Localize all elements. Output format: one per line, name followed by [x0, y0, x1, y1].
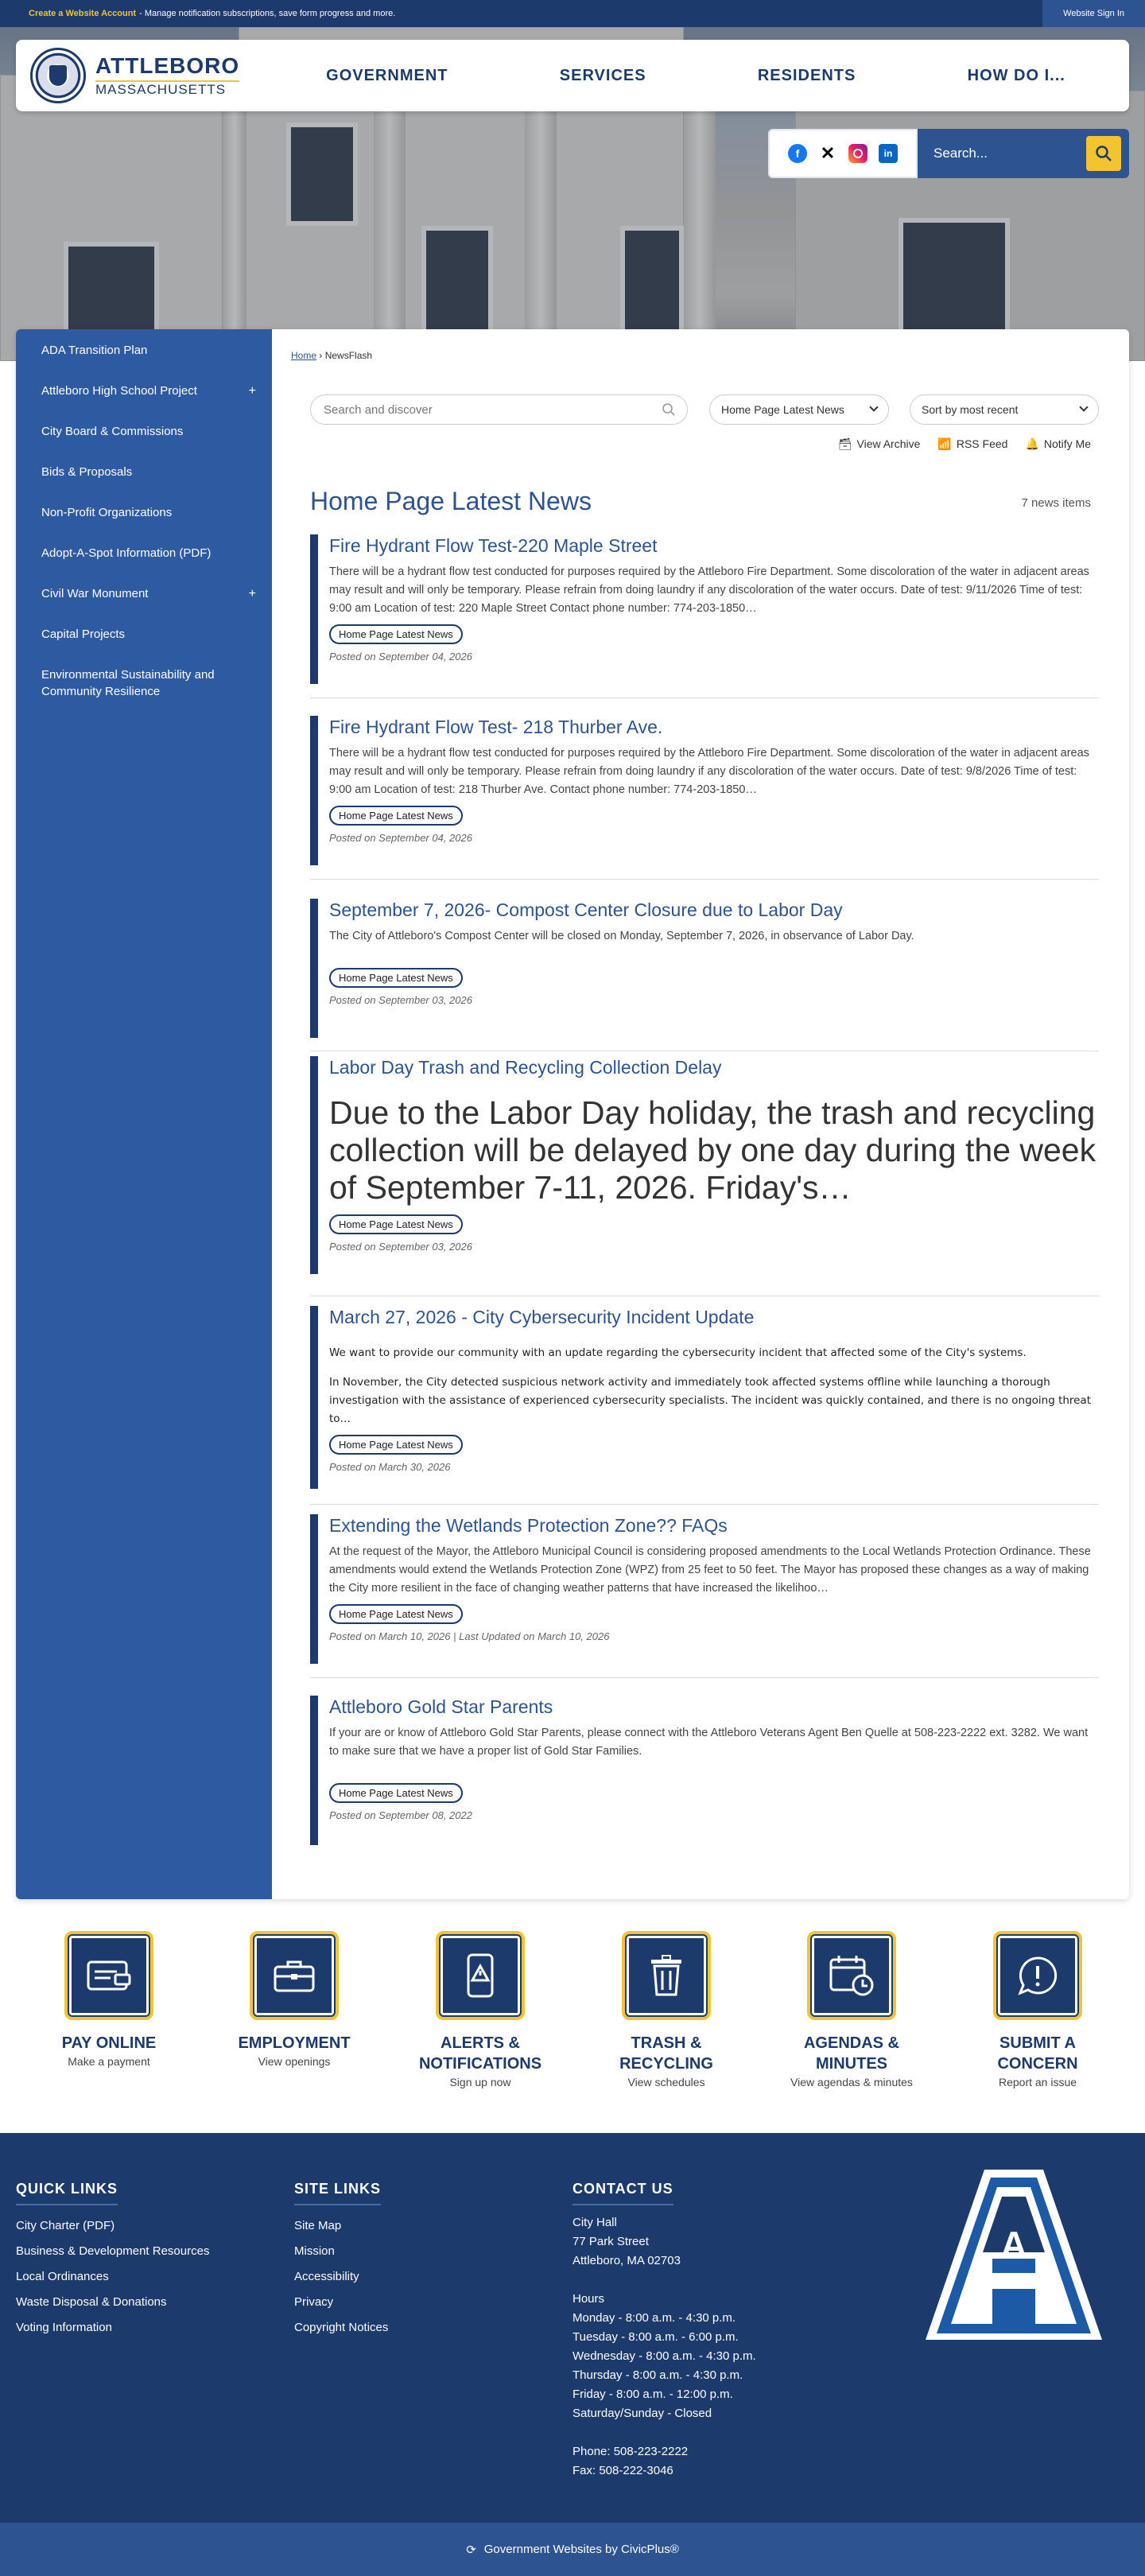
chevron-down-icon	[1079, 402, 1088, 411]
news-item	[310, 1696, 1099, 1863]
quick-link-subtitle: View openings	[258, 2055, 331, 2068]
website-sign-in-link[interactable]: Website Sign In	[1042, 0, 1145, 27]
chevron-down-icon	[869, 402, 878, 411]
news-search-input[interactable]: Search and discover	[310, 394, 688, 425]
category-tag[interactable]: Home Page Latest News	[329, 624, 463, 644]
speech-exclamation-icon	[1015, 1953, 1060, 1998]
top-bar	[0, 0, 1145, 27]
notify-me-link[interactable]: 🔔 Notify Me	[1025, 437, 1091, 450]
search-button[interactable]	[1086, 136, 1121, 171]
site-header	[16, 40, 1129, 111]
quick-link-title: AGENDAS & MINUTES	[803, 2034, 899, 2073]
posted-date: Posted on September 04, 2026	[329, 832, 472, 844]
news-title-link[interactable]: Fire Hydrant Flow Test-220 Maple Street	[329, 535, 658, 556]
sidebar-item-city-board[interactable]: City Board & Commissions	[41, 425, 184, 438]
news-item	[310, 1514, 1099, 1678]
quick-link-title: EMPLOYMENT	[238, 2034, 351, 2052]
logo-state-name: MASSACHUSETTS	[95, 80, 239, 98]
search-icon	[662, 402, 676, 417]
footer-quick-links	[16, 2181, 270, 2341]
sidebar-item-civil-war-monument[interactable]: Civil War Monument +	[41, 587, 256, 600]
footer-link-privacy[interactable]: Privacy	[294, 2295, 334, 2309]
quick-link-title: TRASH & RECYCLING	[619, 2034, 713, 2073]
news-summary: There will be a hydrant flow test conducted for purposes required by the Attleboro Fire Department. Some discoloration of the water in adjacent areas may result and will only be temporary. Please refrain from doing laundry if any discoloration of the water occurs. Date of test: 9/11/2026 Time of test: 9:00 am Location of test: 220 Maple Street Contact phone number: 774-203-1850…	[329, 565, 1089, 615]
trash-icon	[646, 1952, 686, 1999]
main-nav	[270, 67, 1129, 85]
view-archive-link[interactable]: 🗃 View Archive	[837, 437, 921, 450]
quick-link-title: ALERTS & NOTIFICATIONS	[418, 2034, 542, 2073]
calendar-clock-icon	[828, 1953, 875, 1998]
news-count: 7 news items	[1021, 496, 1091, 510]
category-tag[interactable]: Home Page Latest News	[329, 968, 463, 988]
rss-feed-link[interactable]: 📶 RSS Feed	[937, 437, 1008, 450]
posted-date: Posted on March 30, 2026	[329, 1461, 451, 1473]
nav-government[interactable]: GOVERNMENT	[326, 66, 448, 84]
sidebar	[16, 329, 272, 1899]
footer-link-mission[interactable]: Mission	[294, 2244, 335, 2258]
quick-link-subtitle: Sign up now	[449, 2076, 511, 2088]
news-title-link[interactable]: Extending the Wetlands Protection Zone?? FAQs	[329, 1515, 728, 1536]
news-filters	[310, 394, 1099, 425]
site-search-input[interactable]: Search...	[933, 146, 988, 161]
quick-link-subtitle: View schedules	[627, 2076, 705, 2088]
posted-date: Posted on September 04, 2026	[329, 651, 472, 662]
news-title-link[interactable]: March 27, 2026 - City Cybersecurity Incident Update	[329, 1307, 755, 1327]
quick-link-subtitle: Report an issue	[998, 2076, 1077, 2088]
social-links	[768, 129, 918, 178]
nav-how-do-i[interactable]: HOW DO I...	[967, 66, 1065, 84]
civicplus-icon: ⟳	[466, 2543, 476, 2557]
quick-link-pay-online[interactable]	[33, 1931, 184, 2068]
phone-alert-icon	[460, 1952, 500, 1999]
quick-link-alerts[interactable]	[405, 1931, 556, 2088]
quick-link-icon-box	[436, 1931, 525, 2020]
logo-city-name: ATTLEBORO	[95, 53, 240, 78]
news-actions	[838, 437, 1091, 451]
wallet-icon	[85, 1956, 133, 1995]
city-logo[interactable]	[16, 48, 270, 103]
quick-link-employment[interactable]	[219, 1931, 370, 2068]
facebook-icon[interactable]: f	[788, 144, 807, 163]
sidebar-item-bids-proposals[interactable]: Bids & Proposals	[41, 465, 133, 479]
quick-link-subtitle: View agendas & minutes	[790, 2076, 913, 2088]
quick-links-row	[0, 1931, 1145, 2106]
breadcrumb: Home › NewsFlash	[291, 350, 373, 361]
search-icon	[1095, 145, 1112, 162]
main-panel	[16, 329, 1129, 1899]
quick-link-icon-box	[64, 1931, 153, 2020]
news-item	[310, 716, 1099, 880]
nav-services[interactable]: SERVICES	[559, 66, 646, 84]
footer-link-copyright[interactable]: Copyright Notices	[294, 2321, 389, 2334]
footer-link-site-map[interactable]: Site Map	[294, 2219, 342, 2232]
posted-date: Posted on September 03, 2026	[329, 1241, 472, 1253]
footer-link-local-ordinances[interactable]: Local Ordinances	[16, 2270, 109, 2283]
quick-link-icon-box	[993, 1931, 1082, 2020]
create-account-link[interactable]: Create a Website Account	[29, 9, 137, 18]
footer-heading: QUICK LINKS	[16, 2181, 118, 2205]
civicplus-credit[interactable]: ⟳ Government Websites by CivicPlus®	[0, 2523, 1145, 2576]
news-item	[310, 534, 1099, 698]
posted-date: Posted on September 08, 2022	[329, 1809, 472, 1821]
posted-date: Posted on September 03, 2026	[329, 994, 472, 1006]
content-area	[272, 329, 1129, 1899]
news-title-link[interactable]: Labor Day Trash and Recycling Collection Delay	[329, 1057, 722, 1078]
quick-link-trash-recycling[interactable]	[591, 1931, 742, 2088]
category-tag[interactable]: Home Page Latest News	[329, 1214, 463, 1234]
footer-link-accessibility[interactable]: Accessibility	[294, 2270, 359, 2283]
sidebar-item-environmental-sustainability[interactable]: Environmental Sustainability and Community Resilience	[41, 668, 215, 698]
site-search	[918, 129, 1129, 178]
quick-link-submit-concern[interactable]	[962, 1931, 1113, 2088]
news-item	[310, 1306, 1099, 1505]
rss-icon: 📶	[937, 437, 952, 450]
briefcase-icon	[270, 1956, 318, 1995]
city-seal-icon	[30, 48, 86, 103]
footer-contact: CONTACT US City Hall 77 Park Street Attleboro, MA 02703 Hours Monday - 8:00 a.m. - 4:30 p.m. Tuesday - 8:00 a.m. - 6:00 p.m. Wednesday - 8:00 a.m. - 4:30 p.m. Thursday - 8:00 a.m. - 4:30 p.m. Friday - 8:00 a.m. - 12:00 p.m. Saturday/Sunday - Closed Phone: 508-223-2222 Fax: 508-222-3046	[572, 2181, 756, 2477]
breadcrumb-current: NewsFlash	[324, 350, 373, 361]
instagram-icon[interactable]	[848, 144, 867, 163]
x-twitter-icon[interactable]: ✕	[818, 144, 837, 163]
news-summary: At the request of the Mayor, the Attleboro Municipal Council is considering proposed amendments to the Local Wetlands Protection Ordinance. These amendments would extend the Wetlands Protection Zone (WPZ) from 25 feet to 50 feet. The Mayor has proposed these changes as a way of making the City more resilient in the face of changing weather patterns that have increased the likelihoo…	[329, 1545, 1091, 1595]
page-title: Home Page Latest News	[310, 487, 592, 515]
footer-heading: CONTACT US	[572, 2181, 673, 2205]
category-tag[interactable]: Home Page Latest News	[329, 1604, 463, 1624]
bell-icon: 🔔	[1025, 437, 1039, 450]
quick-link-icon-box	[250, 1931, 339, 2020]
sidebar-item-high-school-project[interactable]: Attleboro High School Project +	[41, 384, 256, 398]
sidebar-item-capital-projects[interactable]: Capital Projects	[41, 627, 126, 641]
emblem-letter: A	[1000, 2224, 1027, 2265]
quick-link-title: PAY ONLINE	[61, 2034, 157, 2052]
nav-residents[interactable]: RESIDENTS	[757, 66, 856, 84]
quick-link-icon-box	[622, 1931, 711, 2020]
posted-date: Posted on March 10, 2026 | Last Updated on March 10, 2026	[329, 1630, 610, 1642]
footer-link-city-charter[interactable]: City Charter (PDF)	[16, 2219, 115, 2232]
news-item	[310, 1056, 1099, 1296]
news-summary: There will be a hydrant flow test conducted for purposes required by the Attleboro Fire Department. Some discoloration of the water in adjacent areas may result and will only be temporary. Please refrain from doing laundry if any discoloration of the water occurs. Date of test: 9/8/2026 Time of test: 9:00 am Location of test: 218 Thurber Ave. Contact phone number: 774-203-1850…	[329, 747, 1089, 796]
quick-link-title: SUBMIT A CONCERN	[997, 2034, 1078, 2073]
expand-icon[interactable]: +	[248, 587, 256, 600]
news-summary: The City of Attleboro's Compost Center will be closed on Monday, September 7, 2026, in observance of Labor Day.	[329, 930, 914, 942]
news-title-link[interactable]: Attleboro Gold Star Parents	[329, 1696, 553, 1717]
linkedin-icon[interactable]: in	[879, 144, 898, 163]
sidebar-item-ada-transition-plan[interactable]: ADA Transition Plan	[41, 344, 148, 357]
category-tag[interactable]: Home Page Latest News	[329, 806, 463, 826]
news-title-link[interactable]: Fire Hydrant Flow Test- 218 Thurber Ave.	[329, 717, 663, 737]
topbar-message: - Manage notification subscriptions, save form progress and more.	[139, 9, 396, 18]
sidebar-item-non-profit[interactable]: Non-Profit Organizations	[41, 506, 173, 519]
news-item	[310, 899, 1099, 1051]
footer-link-waste-disposal[interactable]: Waste Disposal & Donations	[16, 2295, 167, 2309]
site-footer	[0, 2133, 1145, 2523]
news-title-link[interactable]: September 7, 2026- Compost Center Closure due to Labor Day	[329, 899, 843, 920]
sort-select[interactable]: Sort by most recent	[910, 394, 1099, 425]
footer-link-business-development[interactable]: Business & Development Resources	[16, 2244, 210, 2258]
sidebar-item-adopt-a-spot[interactable]: Adopt-A-Spot Information (PDF)	[41, 546, 212, 560]
quick-link-agendas-minutes[interactable]	[776, 1931, 927, 2088]
footer-site-links	[294, 2181, 533, 2341]
category-tag[interactable]: Home Page Latest News	[329, 1783, 463, 1803]
quick-link-icon-box	[807, 1931, 896, 2020]
news-summary: If your are or know of Attleboro Gold Star Parents, please connect with the Attleboro Veterans Agent Ben Quelle at 508-223-2222 ext. 3282. We want to make sure that we have a proper list of Gold Star Families.	[329, 1727, 1089, 1758]
news-summary: Due to the Labor Day holiday, the trash and recycling collection will be delayed by one day during the week of September 7-11, 2026. Friday's…	[329, 1094, 1096, 1206]
footer-link-voting-information[interactable]: Voting Information	[16, 2321, 112, 2334]
breadcrumb-home-link[interactable]: Home	[291, 350, 317, 361]
news-summary: We want to provide our community with an update regarding the cybersecurity incident that affected some of the City's systems.	[329, 1346, 1027, 1359]
category-tag[interactable]: Home Page Latest News	[329, 1435, 463, 1455]
footer-heading: SITE LINKS	[294, 2181, 381, 2205]
expand-icon[interactable]: +	[248, 384, 256, 398]
news-summary-continued: In November, the City detected suspicious network activity and immediately took affected systems offline while launching a thorough investigation with the assistance of experienced cybersecurity specialists. The incident was quickly contained, and there is no ongoing threat to…	[329, 1376, 1092, 1425]
archive-icon: 🗃	[837, 437, 852, 450]
quick-link-subtitle: Make a payment	[68, 2055, 150, 2068]
attleboro-a-logo	[922, 2165, 1105, 2348]
category-select[interactable]: Home Page Latest News	[709, 394, 889, 425]
